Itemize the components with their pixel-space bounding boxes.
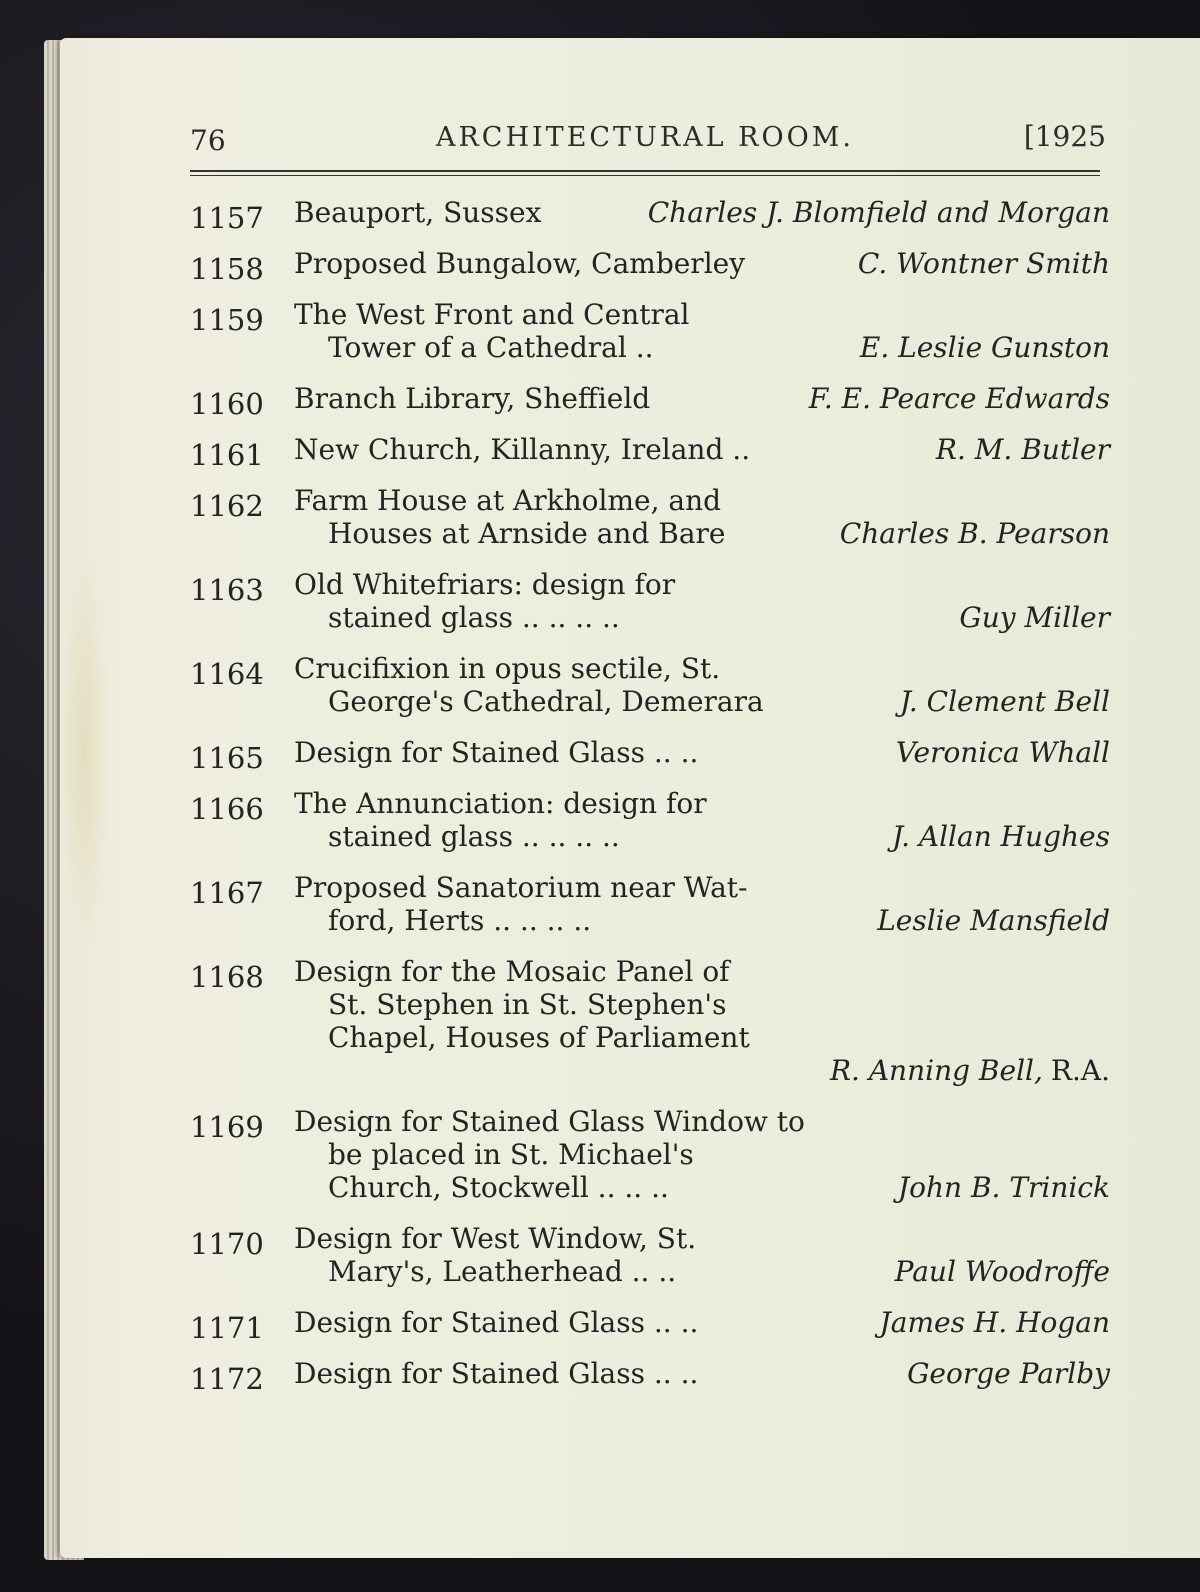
- entry-number: 1172: [190, 1362, 264, 1396]
- entry-title-continued: Mary's, Leatherhead .. ..: [328, 1255, 677, 1288]
- entry-artist: E. Leslie Gunston: [859, 331, 1110, 364]
- entry-title: Old Whitefriars: design for: [294, 568, 676, 601]
- paper-stain: [60, 540, 110, 960]
- entry-title-continued: Church, Stockwell .. .. ..: [328, 1171, 669, 1204]
- catalogue-entry: [190, 955, 1110, 1087]
- catalogue-entry: [190, 652, 1110, 718]
- entry-title-continued: Chapel, Houses of Parliament: [328, 1021, 750, 1054]
- entry-number: 1158: [190, 252, 264, 286]
- entry-title: Beauport, Sussex: [294, 196, 542, 229]
- catalogue-entry: [190, 196, 1110, 235]
- entry-artist: George Parlby: [907, 1357, 1110, 1390]
- entry-artist: Charles J. Blomfield and Morgan: [647, 196, 1110, 229]
- entry-artist: J. Allan Hughes: [892, 820, 1110, 853]
- entry-number: 1168: [190, 960, 264, 994]
- entry-artist: R. M. Butler: [935, 433, 1110, 466]
- entry-title: Branch Library, Sheffield: [294, 382, 651, 415]
- catalogue-entry: [190, 382, 1110, 421]
- entry-artist: J. Clement Bell: [899, 685, 1110, 718]
- catalogue-entry: [190, 1105, 1110, 1204]
- entry-title-continued: stained glass .. .. .. ..: [328, 601, 620, 634]
- catalogue-entries: [190, 196, 1110, 1408]
- entry-title-continued: St. Stephen in St. Stephen's: [328, 988, 727, 1021]
- entry-title-continued: Houses at Arnside and Bare: [328, 517, 726, 550]
- entry-number: 1165: [190, 741, 264, 775]
- entry-number: 1157: [190, 201, 264, 235]
- entry-artist: Paul Woodroffe: [894, 1255, 1110, 1288]
- entry-number: 1162: [190, 489, 264, 523]
- entry-artist: Charles B. Pearson: [839, 517, 1110, 550]
- catalogue-entry: [190, 433, 1110, 472]
- entry-number: 1159: [190, 303, 264, 337]
- page-header: [190, 118, 1110, 162]
- catalogue-entry: [190, 568, 1110, 634]
- entry-title: Design for Stained Glass .. ..: [294, 1357, 699, 1390]
- catalogue-entry: [190, 1222, 1110, 1288]
- entry-artist: Veronica Whall: [895, 736, 1110, 769]
- entry-title: Proposed Bungalow, Camberley: [294, 247, 746, 280]
- running-title: ARCHITECTURAL ROOM.: [435, 122, 854, 153]
- entry-title-continued: be placed in St. Michael's: [328, 1138, 694, 1171]
- catalogue-entry: [190, 298, 1110, 364]
- catalogue-entry: [190, 736, 1110, 775]
- entry-title: Proposed Sanatorium near Wat-: [294, 871, 748, 904]
- entry-title-continued: stained glass .. .. .. ..: [328, 820, 620, 853]
- entry-artist: Guy Miller: [959, 601, 1110, 634]
- entry-number: 1170: [190, 1227, 264, 1261]
- entry-number: 1163: [190, 573, 264, 607]
- catalogue-entry: [190, 787, 1110, 853]
- entry-artist-block: [830, 1054, 1110, 1087]
- entry-artist: C. Wontner Smith: [857, 247, 1110, 280]
- header-rule: [190, 170, 1100, 176]
- entry-artist: Leslie Mansfield: [877, 904, 1110, 937]
- catalogue-entry: [190, 1306, 1110, 1345]
- entry-number: 1161: [190, 438, 264, 472]
- entry-number: 1160: [190, 387, 264, 421]
- entry-artist: F. E. Pearce Edwards: [808, 382, 1110, 415]
- entry-number: 1164: [190, 657, 264, 691]
- entry-title: The West Front and Central: [294, 298, 690, 331]
- entry-title: Farm House at Arkholme, and: [294, 484, 722, 517]
- entry-title: New Church, Killanny, Ireland ..: [294, 433, 751, 466]
- entry-title: The Annunciation: design for: [294, 787, 707, 820]
- entry-title-continued: ford, Herts .. .. .. ..: [328, 904, 592, 937]
- artist-honours: R.A.: [1050, 1054, 1110, 1087]
- entry-artist: R. Anning Bell,: [829, 1054, 1043, 1087]
- catalogue-entry: [190, 1357, 1110, 1396]
- entry-number: 1166: [190, 792, 264, 826]
- catalogue-entry: [190, 484, 1110, 550]
- entry-title: Design for West Window, St.: [294, 1222, 697, 1255]
- catalogue-entry: [190, 247, 1110, 286]
- entry-number: 1169: [190, 1110, 264, 1144]
- entry-title: Crucifixion in opus sectile, St.: [294, 652, 721, 685]
- entry-artist: John B. Trinick: [897, 1171, 1110, 1204]
- entry-title-continued: George's Cathedral, Demerara: [328, 685, 764, 718]
- catalogue-entry: [190, 871, 1110, 937]
- entry-title: Design for Stained Glass .. ..: [294, 736, 699, 769]
- entry-number: 1171: [190, 1311, 264, 1345]
- entry-title-continued: Tower of a Cathedral ..: [328, 331, 654, 364]
- entry-title: Design for Stained Glass Window to: [294, 1105, 805, 1138]
- entry-number: 1167: [190, 876, 264, 910]
- entry-title: Design for Stained Glass .. ..: [294, 1306, 699, 1339]
- entry-title: Design for the Mosaic Panel of: [294, 955, 730, 988]
- year-label: [1925: [1023, 120, 1106, 153]
- page-number: 76: [190, 124, 226, 157]
- entry-artist: James H. Hogan: [879, 1306, 1110, 1339]
